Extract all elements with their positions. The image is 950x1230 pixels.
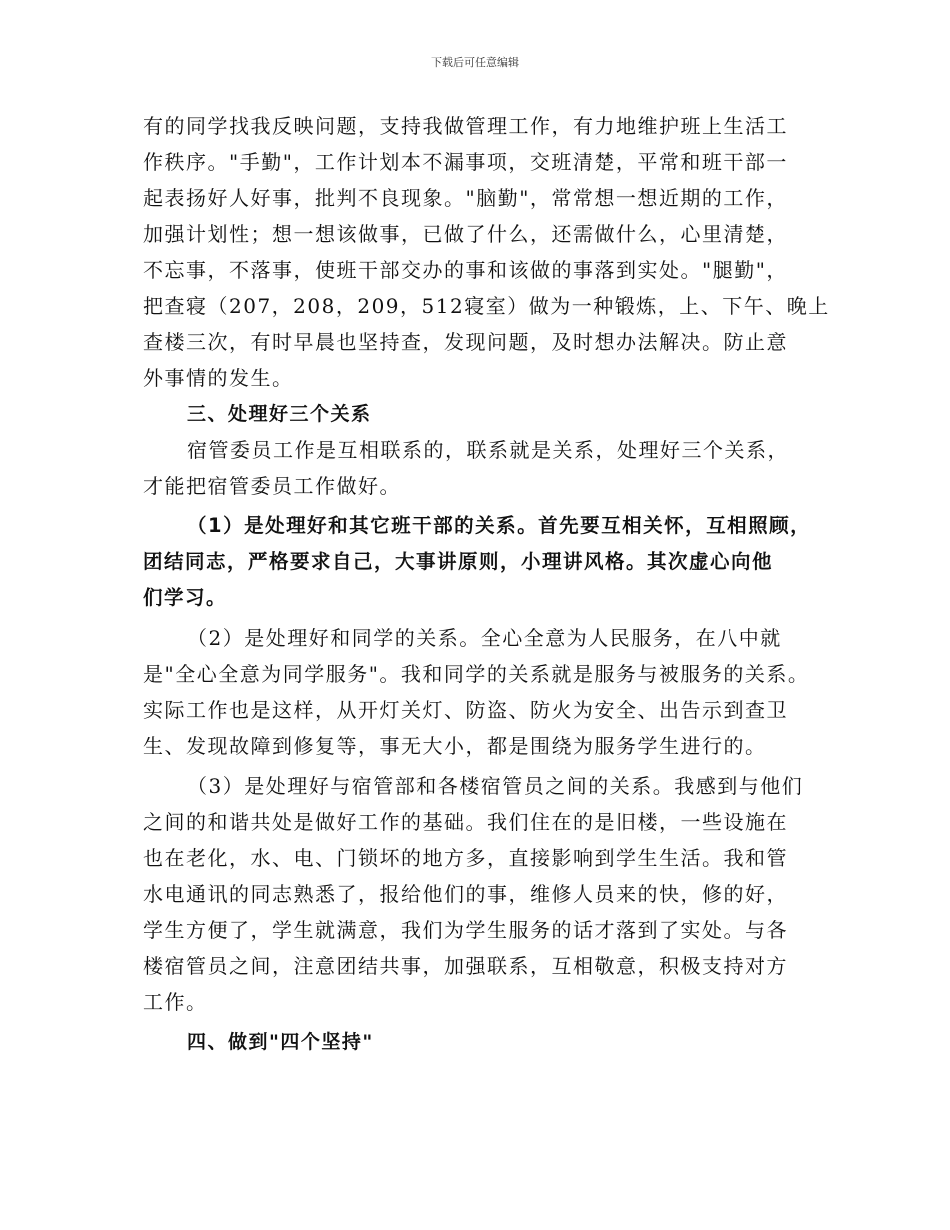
text-line: 是"全心全意为同学服务"。我和同学的关系就是服务与被服务的关系。 bbox=[143, 662, 810, 686]
text-line: 水电通讯的同志熟悉了，报给他们的事，维修人员来的快，修的好， bbox=[143, 882, 788, 906]
text-line: 工作。 bbox=[143, 990, 208, 1014]
text-line: 把查寝（207，208，209，512寝室）做为一种锻炼，上、下午、晚上 bbox=[143, 294, 830, 318]
text-line: 外事情的发生。 bbox=[143, 366, 294, 390]
text-line: 查楼三次，有时早晨也坚持查，发现问题，及时想办法解决。防止意 bbox=[143, 330, 788, 354]
text-line: 加强计划性；想一想该做事，已做了什么，还需做什么，心里清楚， bbox=[143, 222, 788, 246]
text-line: 之间的和谐共处是做好工作的基础。我们住在的是旧楼，一些设施在 bbox=[143, 810, 788, 834]
text-line: 作秩序。"手勤"，工作计划本不漏事项，交班清楚，平常和班干部一 bbox=[143, 150, 788, 174]
text-line: 实际工作也是这样，从开灯关灯、防盗、防火为安全、出告示到查卫 bbox=[143, 698, 788, 722]
paragraph-first-line: （2）是处理好和同学的关系。全心全意为人民服务，在八中就 bbox=[187, 626, 782, 650]
section-heading: 四、做到"四个坚持" bbox=[187, 1031, 374, 1053]
text-line: 生、发现故障到修复等，事无大小，都是围绕为服务学生进行的。 bbox=[143, 734, 767, 758]
text-line: 起表扬好人好事，批判不良现象。"脑勤"，常常想一想近期的工作， bbox=[143, 186, 788, 210]
document-body bbox=[143, 108, 830, 1060]
text-line: 有的同学找我反映问题，支持我做管理工作，有力地维护班上生活工 bbox=[143, 114, 788, 138]
text-line: 也在老化，水、电、门锁坏的地方多，直接影响到学生生活。我和管 bbox=[143, 846, 788, 870]
text-line: 才能把宿管委员工作做好。 bbox=[143, 474, 401, 498]
page-header-note: 下载后可任意编辑 bbox=[431, 56, 519, 69]
paragraph-first-line: 宿管委员工作是互相联系的，联系就是关系，处理好三个关系， bbox=[187, 438, 789, 462]
section-heading: 三、处理好三个关系 bbox=[187, 403, 372, 425]
text-line: 学生方便了，学生就满意，我们为学生服务的话才落到了实处。与各 bbox=[143, 918, 788, 942]
bold-paragraph-first-line: （1）是处理好和其它班干部的关系。首先要互相关怀，互相照顾， bbox=[187, 514, 812, 537]
bold-text-line: 团结同志，严格要求自己，大事讲原则，小理讲风格。其次虚心向他 bbox=[143, 550, 774, 573]
paragraph-first-line: （3）是处理好与宿管部和各楼宿管员之间的关系。我感到与他们 bbox=[187, 774, 804, 798]
text-line: 楼宿管员之间，注意团结共事，加强联系，互相敬意，积极支持对方 bbox=[143, 954, 788, 978]
text-line: 不忘事，不落事，使班干部交办的事和该做的事落到实处。"腿勤"， bbox=[143, 258, 788, 282]
bold-text-line: 们学习。 bbox=[143, 586, 228, 609]
